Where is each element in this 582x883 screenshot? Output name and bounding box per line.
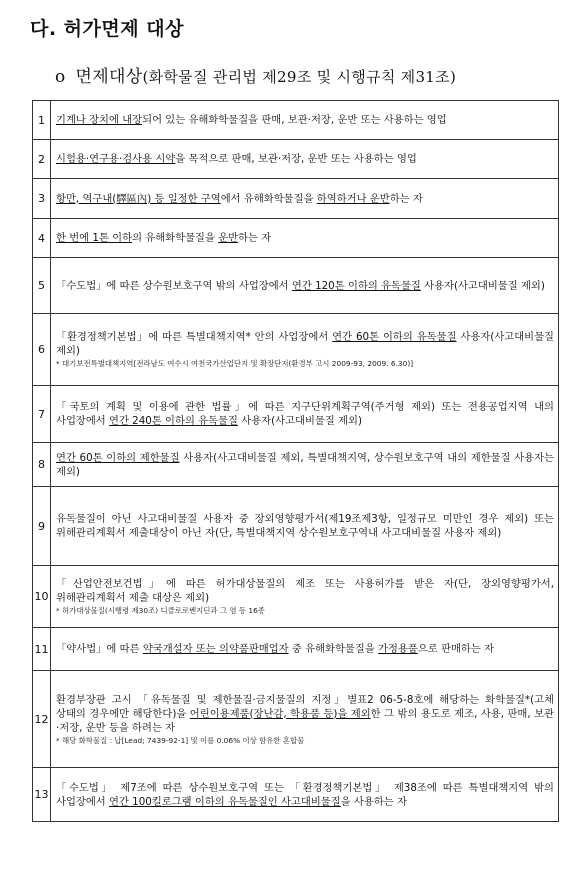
page-heading: 다. 허가면제 대상 [30,18,184,40]
description-text: 「국토의 계획 및 이용에 관한 법률」에 따른 지구단위계획구역(주거형 제외) 또는 전용공업지역 내의 사업장에서 [56,401,554,427]
description-text: 에서 유해화학물질을 [220,192,317,205]
row-number: 11 [33,628,51,671]
row-number: 6 [33,314,51,386]
row-number: 10 [33,566,51,628]
row-description [51,768,559,822]
subheading-main: 면제대상 [75,67,143,87]
description-text: 하는 자 [238,232,272,244]
underlined-text: 연간 60톤 이하의 제한물질 [56,451,180,464]
description-text: 유독물질이 아닌 사고대비물질 사용자 중 장외영향평가서(제19조제3항, 일정규모 미만인 경우 제외) 또는 위해관리계획서 제출대상이 아닌 자(단, 특별대책지역 상수원보호구역내 사고대비물질 사용자 제외) [56,513,554,539]
underlined-text: 연간 120톤 이하의 유독물질 [291,279,421,292]
underlined-text: 시험용·연구용·검사용 시약 [56,153,176,165]
description-text: 「수도법」 제7조에 따른 상수원보호구역 또는 「환경정책기본법」 제38조에 따른 특별대책지역 밖의 사업장에서 [56,781,554,808]
description-text: 사용자(사고대비물질 제외) [237,415,362,427]
underlined-text: 한 번에 1톤 이하 [56,232,133,244]
underlined-text: 연간 60톤 이하의 유독물질 [332,331,457,343]
row-number: 7 [33,386,51,443]
description-text: 하는 자 [389,192,423,205]
description-text: 환경부장관 고시 「유독물질 및 제한물질·금지물질의 지정」별표2 06-5-8호에 해당하는 화학물질*(고체 상태의 경우에만 해당한다)을 [56,693,554,720]
row-description [51,566,559,628]
description-text: 한 그 밖의 용도로 제조, 사용, 판매, 보관·저장, 운반 등을 하려는 자 [56,707,554,734]
description-text: 중 유해화학물질을 [288,643,379,655]
row-number: 13 [33,768,51,822]
description-text: 으로 판매하는 자 [417,643,495,655]
row-footnote: * 해당 화학물질 : 납[Lead; 7439-92-1] 및 이를 0.06% 이상 함유한 혼합물 [56,735,305,745]
table-row [33,258,559,314]
exemption-table-body [33,101,559,822]
underlined-text: 어린이용제품(장난감, 학용품 등)을 제외 [189,707,371,720]
table-row [33,487,559,566]
row-description [51,487,559,566]
description-text: 을 사용하는 자 [340,795,407,808]
description-text: 「산업안전보건법」에 따른 허가대상물질의 제조 또는 사용허가를 받은 자(단, 장외영향평가서, 위해관리계획서 제출 대상은 제외) [56,578,554,604]
row-description [51,140,559,179]
table-row [33,671,559,768]
row-description [51,443,559,487]
table-row [33,768,559,822]
table-row [33,628,559,671]
exemption-table [32,100,559,822]
row-number: 1 [33,101,51,140]
description-text: 「환경정책기본법」에 따른 특별대책지역* 안의 사업장에서 [56,331,333,343]
row-description [51,314,559,386]
row-number: 2 [33,140,51,179]
section-subheading [55,62,456,87]
table-row [33,566,559,628]
row-number: 12 [33,671,51,768]
row-number: 4 [33,219,51,258]
row-description [51,101,559,140]
description-text: 의 유해화학물질을 [132,232,219,244]
row-footnote: * 허가대상물질(시행령 제30조) 디클로로벤지딘과 그 염 등 16종 [56,606,265,615]
bullet-marker: o [55,67,66,87]
underlined-text: 연간 240톤 이하의 유독물질 [109,415,238,427]
underlined-text: 운반 [218,232,239,244]
description-text: 을 목적으로 판매, 보관·저장, 운반 또는 사용하는 영업 [175,153,417,165]
underlined-text: 연간 100킬로그램 이하의 유독물질인 사고대비물질 [109,795,341,808]
row-description [51,386,559,443]
table-row [33,140,559,179]
row-description [51,219,559,258]
row-description [51,179,559,219]
description-text: 사용자(사고대비물질 제외) [420,279,545,292]
underlined-text: 기계나 장치에 내장 [56,114,143,126]
description-text: 되어 있는 유해화학물질을 판매, 보관·저장, 운반 또는 사용하는 영업 [142,114,447,126]
row-description [51,671,559,768]
description-text: 사용자(사고대비물질 제외) [56,331,555,357]
table-row [33,101,559,140]
underlined-text: 가정용품 [378,643,418,655]
description-text: 「수도법」에 따른 상수원보호구역 밖의 사업장에서 [56,279,292,292]
table-row [33,386,559,443]
underlined-text: 항만, 역구내(驛區內) 등 일정한 구역 [56,192,221,205]
underlined-text: 하역하거나 운반 [316,192,390,205]
description-text: 사용자(사고대비물질 제외, 특별대책지역, 상수원보호구역 내의 제한물질 사용자는 제외) [56,451,554,478]
row-number: 9 [33,487,51,566]
row-number: 3 [33,179,51,219]
row-number: 5 [33,258,51,314]
table-row [33,443,559,487]
table-row [33,314,559,386]
row-footnote: * 대기보전특별대책지역[전라남도 여수시 여천국가산업단지 및 확장단지(환경부 고시 2009-93, 2009. 6.30)] [56,359,414,368]
table-row [33,219,559,258]
row-number: 8 [33,443,51,487]
table-row [33,179,559,219]
row-description [51,258,559,314]
underlined-text: 약국개설자 또는 의약품판매업자 [142,643,289,655]
subheading-legal-basis: (화학물질 관리법 제29조 및 시행규칙 제31조) [142,68,457,86]
row-description [51,628,559,671]
description-text: 「약사법」에 따른 [56,643,143,655]
